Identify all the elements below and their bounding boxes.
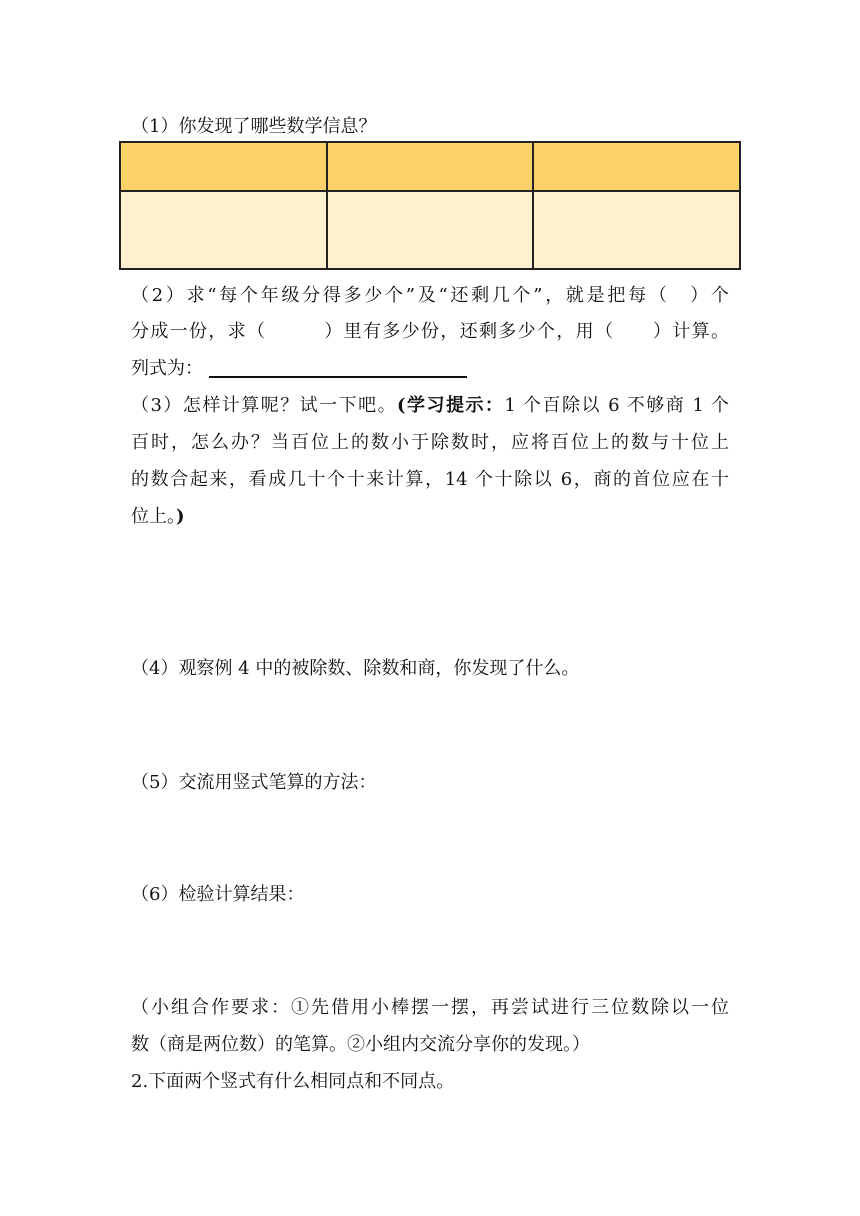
table-header-row xyxy=(120,142,740,191)
table-cell[interactable] xyxy=(120,191,327,269)
table-header-cell[interactable] xyxy=(120,142,327,191)
question-1: （1）你发现了哪些数学信息？ xyxy=(131,116,377,137)
table-row xyxy=(120,191,740,269)
question-3-line-4 xyxy=(131,503,185,531)
math-info-table xyxy=(119,141,741,270)
group-requirement-line-1: （小组合作要求：①先借用小棒摆一摆，再尝试进行三位数除以一位 xyxy=(131,997,729,1018)
question-3-line-1 xyxy=(131,392,729,420)
table-cell[interactable] xyxy=(533,191,740,269)
formula-answer-blank[interactable] xyxy=(209,356,467,378)
learning-hint-close: ) xyxy=(176,506,185,527)
question-3-prefix: （3）怎样计算呢？试一下吧。 xyxy=(131,395,398,416)
question-2-line-2: 分成一份，求（ ）里有多少份，还剩多少个，用（ ）计算。 xyxy=(131,321,729,342)
question-2-line-1: （2）求“每个年级分得多少个”及“还剩几个”，就是把每（ ）个 xyxy=(131,285,729,306)
question-6: （6）检验计算结果： xyxy=(131,884,305,905)
formula-label: 列式为： xyxy=(131,358,203,379)
table-header-cell[interactable] xyxy=(327,142,534,191)
table-header-cell[interactable] xyxy=(533,142,740,191)
question-3-line-3: 的数合起来，看成几十个十来计算，14 个十除以 6，商的首位应在十 xyxy=(131,469,729,490)
table-cell[interactable] xyxy=(327,191,534,269)
question-4: （4）观察例 4 中的被除数、除数和商，你发现了什么。 xyxy=(131,658,580,679)
question-3-hint-text: 1 个百除以 6 不够商 1 个 xyxy=(504,395,729,416)
question-3-line-2: 百时，怎么办？当百位上的数小于除数时，应将百位上的数与十位上 xyxy=(131,432,729,453)
question-next: 2.下面两个竖式有什么相同点和不同点。 xyxy=(131,1071,455,1092)
question-3-hint-end: 位上。 xyxy=(131,506,176,527)
question-2-line-3 xyxy=(131,355,467,383)
group-requirement-line-2: 数（商是两位数）的笔算。②小组内交流分享你的发现。） xyxy=(131,1034,590,1055)
learning-hint-label: (学习提示： xyxy=(397,395,505,416)
question-5: （5）交流用竖式笔算的方法： xyxy=(131,772,377,793)
